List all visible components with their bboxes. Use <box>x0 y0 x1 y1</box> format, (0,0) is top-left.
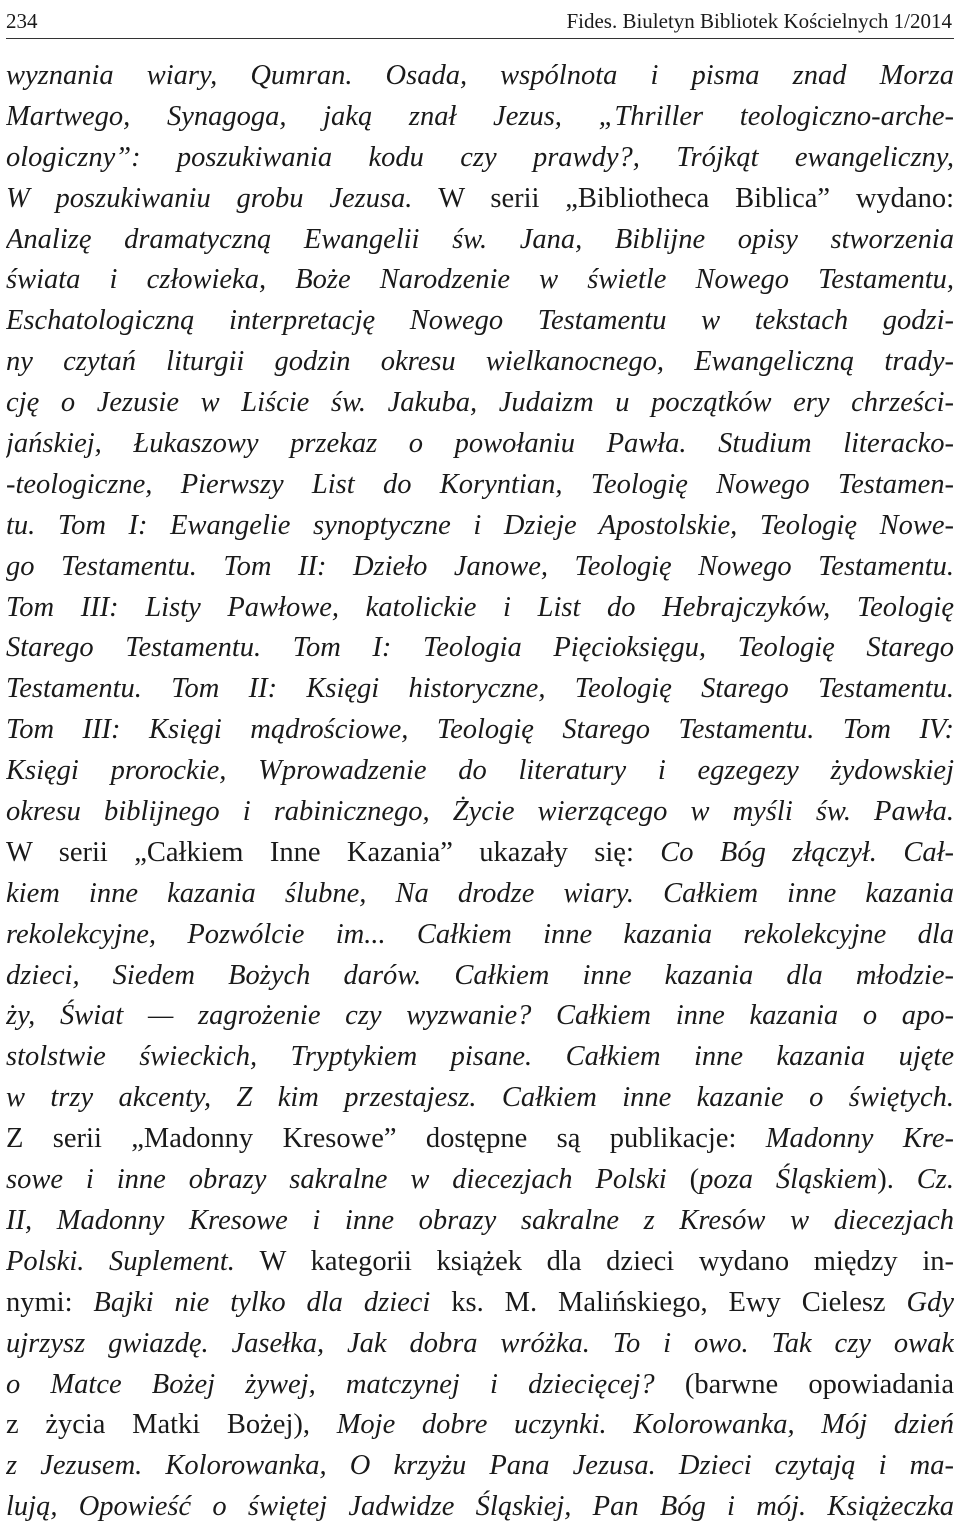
text-line <box>6 833 954 874</box>
text-line <box>6 56 954 97</box>
page-number: 234 <box>6 9 38 33</box>
text-line <box>6 1365 954 1406</box>
italic-title-text: Cz. <box>916 1164 954 1196</box>
roman-text: ). <box>877 1164 917 1196</box>
running-header <box>6 4 954 39</box>
text-line <box>6 179 954 220</box>
text-line <box>6 792 954 833</box>
text-line <box>6 1078 954 1119</box>
italic-title-text: -teologiczne, Pierwszy List do Koryntian, Teologię Nowego Testamen- <box>6 468 954 500</box>
text-line <box>6 1037 954 1078</box>
roman-text: z życia Matki Bożej), <box>6 1409 337 1441</box>
text-line <box>6 1160 954 1201</box>
italic-title-text: Księgi prorockie, Wprowadzenie do literatury i egzegezy żydowskiej <box>6 755 954 787</box>
italic-title-text: go Testamentu. Tom II: Dzieło Janowe, Teologię Nowego Testamentu. <box>6 550 954 582</box>
text-line <box>6 301 954 342</box>
italic-title-text: z Jezusem. Kolorowanka, O krzyżu Pana Jezusa. Dzieci czytają i ma- <box>6 1450 954 1482</box>
italic-title-text: Polski. Suplement. <box>6 1245 260 1277</box>
text-line <box>6 710 954 751</box>
roman-text: ( <box>689 1164 700 1196</box>
text-line <box>6 342 954 383</box>
text-line <box>6 996 954 1037</box>
roman-text: W serii „Całkiem Inne Kazania” ukazały się: <box>6 836 661 868</box>
italic-title-text: ny czytań liturgii godzin okresu wielkanocnego, Ewangeliczną trady- <box>6 346 954 378</box>
italic-title-text: rekolekcyjne, Pozwólcie im... Całkiem inne kazania rekolekcyjne dla <box>6 918 954 950</box>
roman-text: nymi: <box>6 1286 94 1318</box>
italic-title-text: Eschatologiczną interpretację Nowego Testamentu w tekstach godzi- <box>6 305 954 337</box>
text-line <box>6 1201 954 1242</box>
text-line <box>6 751 954 792</box>
text-line <box>6 874 954 915</box>
italic-title-text: Tom III: Listy Pawłowe, katolickie i List do Hebrajczyków, Teologię <box>6 591 954 623</box>
text-line <box>6 260 954 301</box>
text-line <box>6 465 954 506</box>
text-line <box>6 97 954 138</box>
text-line <box>6 1446 954 1487</box>
roman-text: W kategorii książek dla dzieci wydano między in- <box>259 1245 954 1277</box>
italic-title-text: Madonny Kre- <box>765 1123 954 1155</box>
italic-title-text: W poszukiwaniu grobu Jezusa. <box>6 182 439 214</box>
text-line <box>6 1487 954 1528</box>
roman-text: ks. M. Malińskiego, Ewy Cielesz <box>451 1286 907 1318</box>
italic-title-text: o Matce Bożej żywej, matczynej i dziecięcej? <box>6 1368 685 1400</box>
italic-title-text: ujrzysz gwiazdę. Jasełka, Jak dobra wróżka. To i owo. Tak czy owak <box>6 1327 954 1359</box>
italic-title-text: tu. Tom I: Ewangelie synoptyczne i Dzieje Apostolskie, Teologię Nowe- <box>6 509 954 541</box>
body-text <box>6 56 954 1528</box>
italic-title-text: Testamentu. Tom II: Księgi historyczne, Teologię Starego Testamentu. <box>6 673 954 705</box>
italic-title-text: okresu biblijnego i rabinicznego, Życie wierzącego w myśli św. Pawła. <box>6 796 954 828</box>
italic-title-text: Moje dobre uczynki. Kolorowanka, Mój dzień <box>336 1409 954 1441</box>
italic-title-text: kiem inne kazania ślubne, Na drodze wiary. Całkiem inne kazania <box>6 877 954 909</box>
italic-title-text: poza Śląskiem <box>699 1164 878 1196</box>
roman-text: Z serii „Madonny Kresowe” dostępne są publikacje: <box>6 1123 766 1155</box>
italic-title-text: Gdy <box>906 1286 954 1318</box>
running-title: Fides. Biuletyn Bibliotek Kościelnych 1/2014 <box>566 9 952 33</box>
text-line <box>6 1119 954 1160</box>
text-line <box>6 628 954 669</box>
text-line <box>6 915 954 956</box>
italic-title-text: ologiczny”: poszukiwania kodu czy prawdy?, Trójkąt ewangeliczny, <box>6 141 954 173</box>
italic-title-text: sowe i inne obrazy sakralne w diecezjach Polski <box>6 1164 690 1196</box>
italic-title-text: jańskiej, Łukaszowy przekaz o powołaniu Pawła. Studium literacko- <box>6 428 954 460</box>
roman-text: W serii „Bibliotheca Biblica” wydano: <box>438 182 954 214</box>
italic-title-text: Tom III: Księgi mądrościowe, Teologię Starego Testamentu. Tom IV: <box>6 714 954 746</box>
text-line <box>6 220 954 261</box>
text-line <box>6 1405 954 1446</box>
text-line <box>6 956 954 997</box>
italic-title-text: Analizę dramatyczną Ewangelii św. Jana, Biblijne opisy stworzenia <box>6 223 954 255</box>
italic-title-text: stolstwie świeckich, Tryptykiem pisane. Całkiem inne kazania ujęte <box>6 1041 954 1073</box>
text-line <box>6 138 954 179</box>
italic-title-text: świata i człowieka, Boże Narodzenie w świetle Nowego Testamentu, <box>6 264 954 296</box>
italic-title-text: wyznania wiary, Qumran. Osada, wspólnota i pisma znad Morza <box>6 60 954 91</box>
italic-title-text: Starego Testamentu. Tom I: Teologia Pięcioksięgu, Teologię Starego <box>6 632 954 664</box>
italic-title-text: Martwego, Synagoga, jaką znał Jezus, „Thriller teologiczno-arche- <box>6 100 954 132</box>
italic-title-text: II, Madonny Kresowe i inne obrazy sakralne z Kresów w diecezjach <box>6 1204 954 1236</box>
italic-title-text: w trzy akcenty, Z kim przestajesz. Całkiem inne kazanie o świętych. <box>6 1082 954 1114</box>
text-line <box>6 424 954 465</box>
italic-title-text: ży, Świat — zagrożenie czy wyzwanie? Całkiem inne kazania o apo- <box>6 1000 954 1032</box>
text-line <box>6 1283 954 1324</box>
text-line <box>6 547 954 588</box>
italic-title-text: lują, Opowieść o świętej Jadwidze Śląskiej, Pan Bóg i mój. Książeczka <box>6 1491 954 1523</box>
italic-title-text: cję o Jezusie w Liście św. Jakuba, Judaizm u początków ery chrześci- <box>6 387 954 419</box>
text-line <box>6 669 954 710</box>
text-line <box>6 383 954 424</box>
text-line <box>6 1324 954 1365</box>
text-line <box>6 588 954 629</box>
italic-title-text: Co Bóg złączył. Cał- <box>660 836 954 868</box>
italic-title-text: Bajki nie tylko dla dzieci <box>93 1286 452 1318</box>
roman-text: (barwne opowiadania <box>684 1368 954 1400</box>
text-line <box>6 1242 954 1283</box>
text-line <box>6 506 954 547</box>
italic-title-text: dzieci, Siedem Bożych darów. Całkiem inne kazania dla młodzie- <box>6 959 954 991</box>
